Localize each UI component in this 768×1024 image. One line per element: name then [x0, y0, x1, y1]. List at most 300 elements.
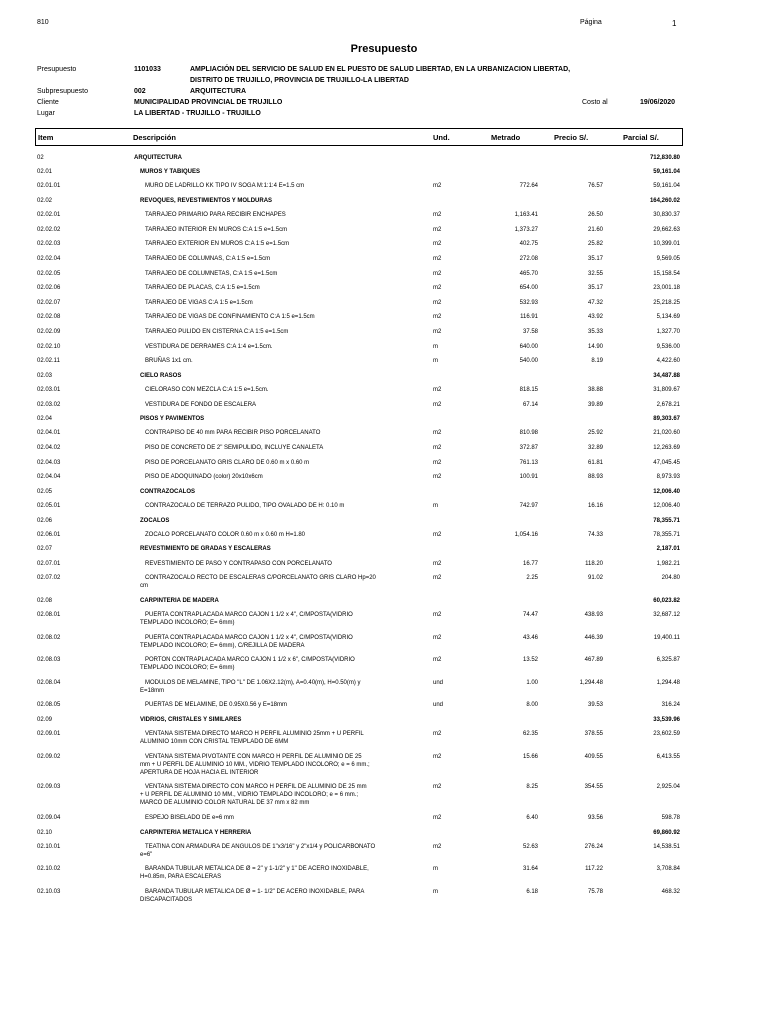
- item-precio: 8.19: [591, 358, 603, 365]
- item-metrado: 1.00: [526, 679, 538, 686]
- presupuesto-desc-line2: DISTRITO DE TRUJILLO, PROVINCIA DE TRUJILLO-LA LIBERTAD: [190, 77, 409, 84]
- item-parcial: 1,327.70: [656, 329, 680, 335]
- item-parcial: 23,001.18: [653, 285, 680, 292]
- item-description: [140, 843, 395, 859]
- item-unit: und: [433, 702, 444, 709]
- item-description: [145, 328, 395, 336]
- item-description: [145, 211, 395, 219]
- item-description: [145, 284, 395, 292]
- item-metrado: 465.70: [519, 270, 538, 277]
- description-line: H=0.85m, PARA ESCALERAS: [140, 874, 222, 881]
- item-precio: 118.20: [585, 560, 603, 567]
- description-line: CARPINTERIA DE MADERA: [140, 597, 219, 604]
- item-code: 02.04: [37, 416, 53, 423]
- item-parcial: 15,158.54: [653, 270, 680, 277]
- item-code: 02.06.01: [37, 531, 61, 538]
- item-precio: 91.02: [587, 575, 603, 582]
- item-unit: m2: [433, 531, 442, 538]
- item-precio: 467.89: [584, 657, 603, 664]
- item-precio: 276.24: [584, 843, 603, 850]
- description-line: TARRAJEO DE PLACAS, C:A 1:5 e=1.5cm: [145, 285, 260, 292]
- item-parcial: 47,045.45: [653, 459, 680, 466]
- item-precio: 16.16: [587, 503, 603, 509]
- item-code: 02.04.03: [37, 459, 61, 466]
- item-unit: m2: [433, 634, 442, 641]
- description-line: E=18mm: [140, 687, 165, 694]
- item-code: 02.08.03: [37, 657, 61, 664]
- item-unit: m2: [433, 226, 442, 233]
- description-line: PUERTA CONTRAPLACADA MARCO CAJON 1 1/2 x 4", C/MPOSTA(VIDRIO: [145, 612, 353, 618]
- item-unit: m2: [433, 784, 442, 791]
- item-description: [145, 270, 395, 278]
- description-line: PISO DE PORCELANATO GRIS CLARO DE 0.60 m x 0.60 m: [145, 459, 310, 466]
- item-unit: m2: [433, 575, 442, 582]
- item-metrado: 761.13: [519, 459, 538, 466]
- header-precio: Precio S/.: [554, 133, 589, 142]
- item-precio: 47.32: [587, 299, 603, 306]
- item-parcial: 5,134.69: [656, 314, 680, 321]
- item-unit: m: [433, 358, 438, 365]
- header-und: Und.: [433, 133, 450, 142]
- item-unit: m: [433, 503, 438, 509]
- description-line: PORTON CONTRAPLACADA MARCO CAJON 1 1/2 x 6", C/MPOSTA(VIDRIO: [145, 657, 355, 664]
- item-metrado: 37.58: [522, 329, 538, 335]
- item-precio: 378.55: [584, 731, 603, 738]
- item-code: 02.06: [37, 517, 53, 524]
- item-metrado: 16.77: [522, 560, 538, 567]
- header-item: Item: [38, 133, 54, 142]
- item-precio: 35.33: [587, 329, 603, 335]
- item-precio: 25.92: [587, 430, 603, 437]
- item-code: 02.02.05: [37, 270, 61, 277]
- item-code: 02.07.02: [37, 575, 61, 582]
- item-description: [140, 574, 395, 590]
- lugar-label: Lugar: [37, 110, 55, 117]
- item-description: [140, 372, 390, 380]
- item-unit: m2: [433, 270, 442, 277]
- pagina-label: Página: [580, 19, 602, 26]
- item-parcial: 89,303.67: [653, 416, 680, 423]
- item-precio: 117.22: [585, 866, 603, 873]
- item-description: [145, 357, 395, 365]
- item-code: 02.02.11: [37, 358, 60, 365]
- description-line: VESTIDURA DE FONDO DE ESCALERA: [145, 401, 257, 408]
- item-metrado: 1,373.27: [514, 226, 538, 233]
- page-number: 1: [672, 19, 677, 28]
- description-line: cm: [140, 583, 148, 590]
- description-line: BARANDA TUBULAR METALICA DE Ø = 1- 1/2" DE ACERO INOXIDABLE, PARA: [145, 889, 365, 895]
- item-code: 02.02.06: [37, 285, 61, 292]
- item-parcial: 31,809.67: [653, 387, 680, 393]
- description-line: TEMPLADO INCOLORO; E= 6mm): [140, 665, 235, 672]
- item-precio: 1,294.48: [579, 679, 603, 686]
- presupuesto-desc-line1: AMPLIACIÓN DEL SERVICIO DE SALUD EN EL PUESTO DE SALUD LIBERTAD, EN LA URBANIZACION LIBERTAD,: [190, 66, 571, 73]
- item-precio: 38.88: [587, 387, 603, 393]
- item-metrado: 2.25: [526, 575, 538, 582]
- item-metrado: 116.91: [520, 314, 538, 321]
- item-description: [140, 716, 390, 724]
- item-description: [145, 255, 395, 263]
- item-description: [140, 415, 390, 423]
- item-description: [145, 814, 395, 822]
- item-precio: 32.89: [587, 445, 603, 451]
- item-parcial: 14,538.51: [653, 843, 680, 850]
- item-code: 02.04.02: [37, 445, 61, 451]
- description-line: BRUÑAS 1x1 cm.: [145, 358, 193, 365]
- description-line: ARQUITECTURA: [134, 155, 182, 161]
- item-metrado: 62.35: [522, 731, 538, 738]
- description-line: TEATINA CON ARMADURA DE ANGULOS DE 1"x3/16" y 2"x1/4 y POLICARBONATO: [145, 843, 376, 850]
- item-unit: m2: [433, 329, 442, 335]
- item-code: 02: [37, 155, 44, 161]
- item-code: 02.02.07: [37, 299, 61, 306]
- item-parcial: 712,830.80: [649, 155, 680, 161]
- description-line: CONTRAZOCALO RECTO DE ESCALERAS C/PORCELANATO GRIS CLARO Hp=20: [145, 575, 376, 582]
- item-code: 02.10.02: [37, 866, 61, 873]
- description-line: REVESTIMIENTO DE PASO Y CONTRAPASO CON PORCELANATO: [145, 560, 332, 567]
- item-precio: 409.55: [584, 753, 603, 760]
- item-code: 02.05: [37, 488, 53, 495]
- item-code: 02.04.04: [37, 474, 61, 481]
- item-description: [140, 865, 395, 881]
- item-metrado: 372.87: [519, 445, 538, 451]
- description-line: e=6": [140, 851, 153, 858]
- item-unit: m2: [433, 256, 442, 262]
- item-description: [145, 429, 395, 437]
- item-metrado: 818.15: [519, 387, 538, 393]
- description-line: MUROS Y TABIQUES: [140, 169, 201, 176]
- item-precio: 438.93: [584, 612, 603, 618]
- item-description: [140, 545, 390, 553]
- item-description: [140, 783, 395, 807]
- description-line: CONTRAZOCALO DE TERRAZO PULIDO, TIPO OVALADO DE H: 0.10 m: [145, 503, 345, 509]
- item-unit: m2: [433, 212, 442, 219]
- lugar-name: LA LIBERTAD - TRUJILLO - TRUJILLO: [134, 110, 261, 117]
- header-descripcion: Descripción: [133, 133, 176, 142]
- description-line: CONTRAZOCALOS: [140, 488, 195, 495]
- item-metrado: 52.63: [522, 843, 538, 850]
- description-line: TARRAJEO PULIDO EN CISTERNA C:A 1:5 e=1.5cm: [145, 329, 289, 335]
- item-description: [145, 386, 395, 394]
- item-parcial: 9,536.00: [656, 343, 680, 350]
- item-precio: 354.55: [584, 784, 603, 791]
- item-parcial: 2,187.01: [656, 546, 680, 553]
- item-code: 02.08.02: [37, 634, 61, 641]
- item-metrado: 654.00: [519, 285, 538, 292]
- item-code: 02.03.02: [37, 401, 61, 408]
- item-precio: 61.81: [587, 459, 603, 466]
- item-unit: m2: [433, 753, 442, 760]
- item-parcial: 59,161.04: [653, 169, 680, 176]
- description-line: MURO DE LADRILLO KK TIPO IV SOGA M:1:1:4 E=1.5 cm: [145, 183, 305, 190]
- item-metrado: 540.00: [519, 358, 538, 365]
- item-precio: 88.93: [587, 474, 603, 481]
- description-line: CONTRAPISO DE 40 mm PARA RECIBIR PISO PORCELANATO: [145, 430, 321, 437]
- item-description: [140, 888, 395, 904]
- item-description: [140, 168, 390, 176]
- item-code: 02.05.01: [37, 503, 61, 509]
- item-code: 02.09.03: [37, 784, 61, 791]
- item-unit: m2: [433, 401, 442, 408]
- description-line: TARRAJEO DE VIGAS C:A 1:5 e=1.5cm: [145, 299, 253, 306]
- item-metrado: 8.25: [526, 784, 538, 791]
- subpresupuesto-code: 002: [134, 88, 146, 95]
- item-precio: 35.17: [587, 285, 603, 292]
- item-code: 02.09.01: [37, 731, 61, 738]
- item-description: [140, 656, 395, 672]
- description-line: ZOCALO PORCELANATO COLOR 0.60 m x 0.60 m H=1.80: [145, 531, 305, 538]
- item-parcial: 34,487.88: [653, 372, 680, 379]
- description-line: PISOS Y PAVIMENTOS: [140, 416, 205, 423]
- description-line: BARANDA TUBULAR METALICA DE Ø = 2" y 1-1/2" y 1" DE ACERO INOXIDABLE,: [145, 866, 369, 873]
- item-parcial: 468.32: [661, 889, 680, 895]
- item-parcial: 59,161.04: [653, 183, 680, 190]
- description-line: CARPINTERIA METALICA Y HERRERIA: [140, 829, 252, 836]
- item-description: [140, 197, 390, 205]
- presupuesto-label: Presupuesto: [37, 66, 77, 73]
- item-metrado: 1,163.41: [514, 212, 538, 219]
- item-unit: m2: [433, 314, 442, 321]
- item-precio: 93.56: [587, 815, 603, 821]
- item-code: 02.07.01: [37, 560, 61, 567]
- item-unit: m2: [433, 241, 442, 248]
- description-line: TEMPLADO INCOLORO; E= 6mm): [140, 620, 235, 626]
- description-line: ZOCALOS: [140, 517, 170, 524]
- description-line: PUERTA CONTRAPLACADA MARCO CAJON 1 1/2 x 4", C/MPOSTA(VIDRIO: [145, 634, 353, 641]
- item-parcial: 2,678.21: [656, 401, 680, 408]
- page-title: Presupuesto: [350, 43, 418, 55]
- description-line: CIELO RASOS: [140, 372, 182, 379]
- item-metrado: 6.18: [526, 889, 538, 895]
- item-parcial: 204.80: [661, 575, 680, 582]
- item-parcial: 1,294.48: [656, 679, 680, 686]
- description-line: TARRAJEO DE COLUMNAS, C:A 1:5 e=1.5cm: [145, 256, 271, 262]
- description-line: TARRAJEO DE VIGAS DE CONFINAMIENTO C:A 1:5 e=1.5cm: [145, 314, 315, 321]
- item-parcial: 25,218.25: [653, 299, 680, 306]
- item-precio: 39.53: [587, 702, 603, 709]
- item-code: 02.10.01: [37, 843, 61, 850]
- item-code: 02.01: [37, 169, 53, 176]
- item-metrado: 6.40: [526, 815, 538, 821]
- item-parcial: 316.24: [661, 702, 680, 709]
- description-line: + U PERFIL DE ALUMINIO 10 MM., VIDRIO TEMPLADO INCOLORO; e = 6 mm.;: [140, 792, 359, 799]
- subpresupuesto-label: Subpresupuesto: [37, 88, 88, 95]
- item-unit: m: [433, 343, 438, 350]
- item-precio: 32.55: [587, 270, 603, 277]
- item-description: [140, 730, 395, 746]
- item-parcial: 33,539.96: [653, 717, 680, 723]
- item-code: 02.02: [37, 198, 53, 204]
- item-description: [140, 611, 395, 627]
- item-description: [134, 154, 384, 162]
- item-code: 02.02.01: [37, 212, 61, 219]
- item-unit: m2: [433, 560, 442, 567]
- item-description: [140, 597, 390, 605]
- item-unit: m2: [433, 299, 442, 306]
- item-code: 02.02.09: [37, 329, 61, 335]
- item-parcial: 8,973.93: [656, 474, 680, 481]
- description-line: VESTIDURA DE DERRAMES C:A 1:4 e=1.5cm.: [145, 343, 273, 350]
- item-precio: 74.33: [587, 531, 603, 538]
- description-line: TARRAJEO EXTERIOR EN MUROS C:A 1:5 e=1.5cm: [145, 241, 290, 248]
- item-parcial: 78,355.71: [653, 517, 680, 524]
- item-parcial: 12,006.40: [653, 503, 680, 509]
- item-code: 02.09.02: [37, 753, 61, 760]
- item-unit: m: [433, 889, 438, 895]
- item-description: [140, 517, 390, 525]
- item-description: [145, 313, 395, 321]
- item-description: [145, 444, 395, 452]
- item-parcial: 60,023.82: [653, 597, 680, 604]
- item-precio: 25.82: [587, 241, 603, 248]
- item-unit: m2: [433, 459, 442, 466]
- item-unit: m2: [433, 183, 442, 190]
- item-description: [145, 226, 395, 234]
- item-code: 02.01.01: [37, 183, 61, 190]
- item-code: 02.02.04: [37, 256, 61, 262]
- item-code: 02.07: [37, 546, 53, 553]
- item-description: [145, 701, 395, 709]
- item-parcial: 4,422.60: [656, 358, 680, 365]
- cliente-name: MUNICIPALIDAD PROVINCIAL DE TRUJILLO: [134, 99, 283, 106]
- item-description: [140, 679, 395, 695]
- item-description: [145, 343, 395, 351]
- description-line: ALUMINIO 10mm CON CRISTAL TEMPLADO DE 6MM: [140, 739, 289, 746]
- item-code: 02.10: [37, 829, 53, 836]
- description-line: REVESTIMIENTO DE GRADAS Y ESCALERAS: [140, 546, 271, 553]
- item-description: [145, 240, 395, 248]
- item-unit: m2: [433, 430, 442, 437]
- item-unit: m2: [433, 843, 442, 850]
- description-line: VIDRIOS, CRISTALES Y SIMILARES: [140, 717, 242, 723]
- item-metrado: 15.66: [522, 753, 538, 760]
- description-line: PISO DE ADOQUINADO (color) 20x10x6cm: [145, 474, 263, 481]
- description-line: VENTANA SISTEMA DIRECTO CON MARCO H PERFIL DE ALUMINIO DE 25 mm: [145, 784, 367, 791]
- item-code: 02.03.01: [37, 387, 61, 393]
- item-unit: m2: [433, 815, 442, 821]
- item-metrado: 74.47: [522, 612, 538, 618]
- description-line: APERTURA DE HOJA HACIA EL INTERIOR: [140, 769, 259, 776]
- item-code: 02.08.04: [37, 679, 61, 686]
- item-precio: 14.90: [587, 343, 603, 350]
- header-parcial: Parcial S/.: [623, 133, 659, 142]
- item-metrado: 67.14: [522, 401, 538, 408]
- description-line: MARCO DE ALUMINIO COLOR NATURAL DE 37 mm x 82 mm: [140, 800, 310, 807]
- cliente-label: Cliente: [37, 99, 59, 106]
- item-code: 02.04.01: [37, 430, 61, 437]
- item-parcial: 2,925.04: [656, 784, 680, 791]
- item-code: 02.09: [37, 717, 53, 723]
- costo-label: Costo al: [582, 99, 608, 106]
- item-metrado: 532.93: [519, 299, 538, 306]
- item-description: [145, 502, 395, 510]
- page-code: 810: [37, 19, 49, 26]
- item-metrado: 272.08: [519, 256, 538, 262]
- item-parcial: 29,662.63: [653, 226, 680, 233]
- item-precio: 43.92: [587, 314, 603, 321]
- item-code: 02.10.03: [37, 889, 61, 895]
- item-code: 02.08.05: [37, 702, 61, 709]
- item-parcial: 19,400.11: [653, 634, 680, 641]
- item-metrado: 31.64: [522, 866, 538, 873]
- item-parcial: 12,263.69: [653, 445, 680, 451]
- item-description: [145, 531, 395, 539]
- description-line: REVOQUES, REVESTIMIENTOS Y MOLDURAS: [140, 198, 273, 204]
- item-unit: m2: [433, 657, 442, 664]
- item-unit: m2: [433, 731, 442, 738]
- item-precio: 21.60: [587, 226, 603, 233]
- description-line: TARRAJEO DE COLUMNETAS, C:A 1:5 e=1.5cm: [145, 270, 278, 277]
- item-code: 02.02.10: [37, 343, 61, 350]
- subpresupuesto-name: ARQUITECTURA: [190, 88, 246, 95]
- description-line: VENTANA SISTEMA PIVOTANTE CON MARCO H PERFIL DE ALUMINIO DE 25: [145, 753, 362, 760]
- item-unit: m2: [433, 474, 442, 481]
- item-description: [145, 299, 395, 307]
- costo-date: 19/06/2020: [640, 99, 676, 106]
- item-metrado: 1,054.16: [514, 531, 538, 538]
- header-metrado: Metrado: [491, 133, 521, 142]
- item-code: 02.02.08: [37, 314, 61, 321]
- item-parcial: 23,602.59: [653, 731, 680, 738]
- item-code: 02.02.02: [37, 226, 61, 233]
- item-unit: m2: [433, 612, 442, 618]
- item-precio: 26.50: [587, 212, 603, 219]
- item-metrado: 810.98: [519, 430, 538, 437]
- presupuesto-code: 1101033: [134, 66, 161, 73]
- item-parcial: 164,260.02: [649, 198, 680, 204]
- item-parcial: 6,325.87: [656, 657, 680, 664]
- item-description: [145, 560, 395, 568]
- item-precio: 446.39: [584, 634, 603, 641]
- description-line: ESPEJO BISELADO DE e=6 mm: [145, 815, 234, 821]
- table-header: [35, 128, 683, 146]
- item-parcial: 30,830.37: [653, 212, 680, 219]
- item-code: 02.03: [37, 372, 53, 379]
- item-code: 02.08.01: [37, 612, 61, 618]
- description-line: PUERTAS DE MELAMINE, DE 0.95X0.56 y E=18mm: [145, 702, 287, 709]
- item-precio: 76.57: [587, 183, 603, 190]
- item-precio: 75.78: [587, 889, 603, 895]
- item-unit: m2: [433, 445, 442, 451]
- description-line: mm + U PERFIL DE ALUMINIO 10 MM., VIDRIO TEMPLADO INCOLORO; e = 6 mm.;: [140, 761, 370, 768]
- item-description: [140, 753, 395, 777]
- item-description: [145, 459, 395, 467]
- description-line: CIELORASO CON MEZCLA C:A 1:5 e=1.5cm.: [145, 387, 269, 393]
- item-parcial: 32,687.12: [653, 612, 680, 618]
- item-unit: m2: [433, 285, 442, 292]
- item-metrado: 640.00: [519, 343, 538, 350]
- item-precio: 35.17: [587, 256, 603, 262]
- item-unit: m2: [433, 387, 442, 393]
- item-metrado: 13.52: [522, 657, 538, 664]
- description-line: MODULOS DE MELAMINE, TIPO "L" DE 1.06X2.12(m), A=0.40(m), H=0.50(m) y: [145, 679, 361, 686]
- item-parcial: 3,708.84: [656, 866, 680, 873]
- description-line: VENTANA SISTEMA DIRECTO MARCO H PERFIL ALUMINIO 25mm + U PERFIL: [145, 731, 364, 738]
- item-precio: 39.89: [587, 401, 603, 408]
- item-metrado: 772.64: [519, 183, 538, 190]
- description-line: DISCAPACITADOS: [140, 897, 193, 903]
- item-unit: m: [433, 866, 438, 873]
- description-line: TARRAJEO INTERIOR EN MUROS C:A 1:5 e=1.5cm: [145, 226, 288, 233]
- item-parcial: 69,860.92: [653, 829, 680, 836]
- description-line: TEMPLADO INCOLORO; E= 6mm), C/REJILLA DE MADERA: [140, 642, 305, 649]
- item-metrado: 8.00: [526, 702, 538, 709]
- item-description: [145, 473, 395, 481]
- item-description: [140, 488, 390, 496]
- item-metrado: 742.97: [519, 503, 538, 509]
- item-code: 02.02.03: [37, 241, 61, 248]
- item-parcial: 78,355.71: [653, 531, 680, 538]
